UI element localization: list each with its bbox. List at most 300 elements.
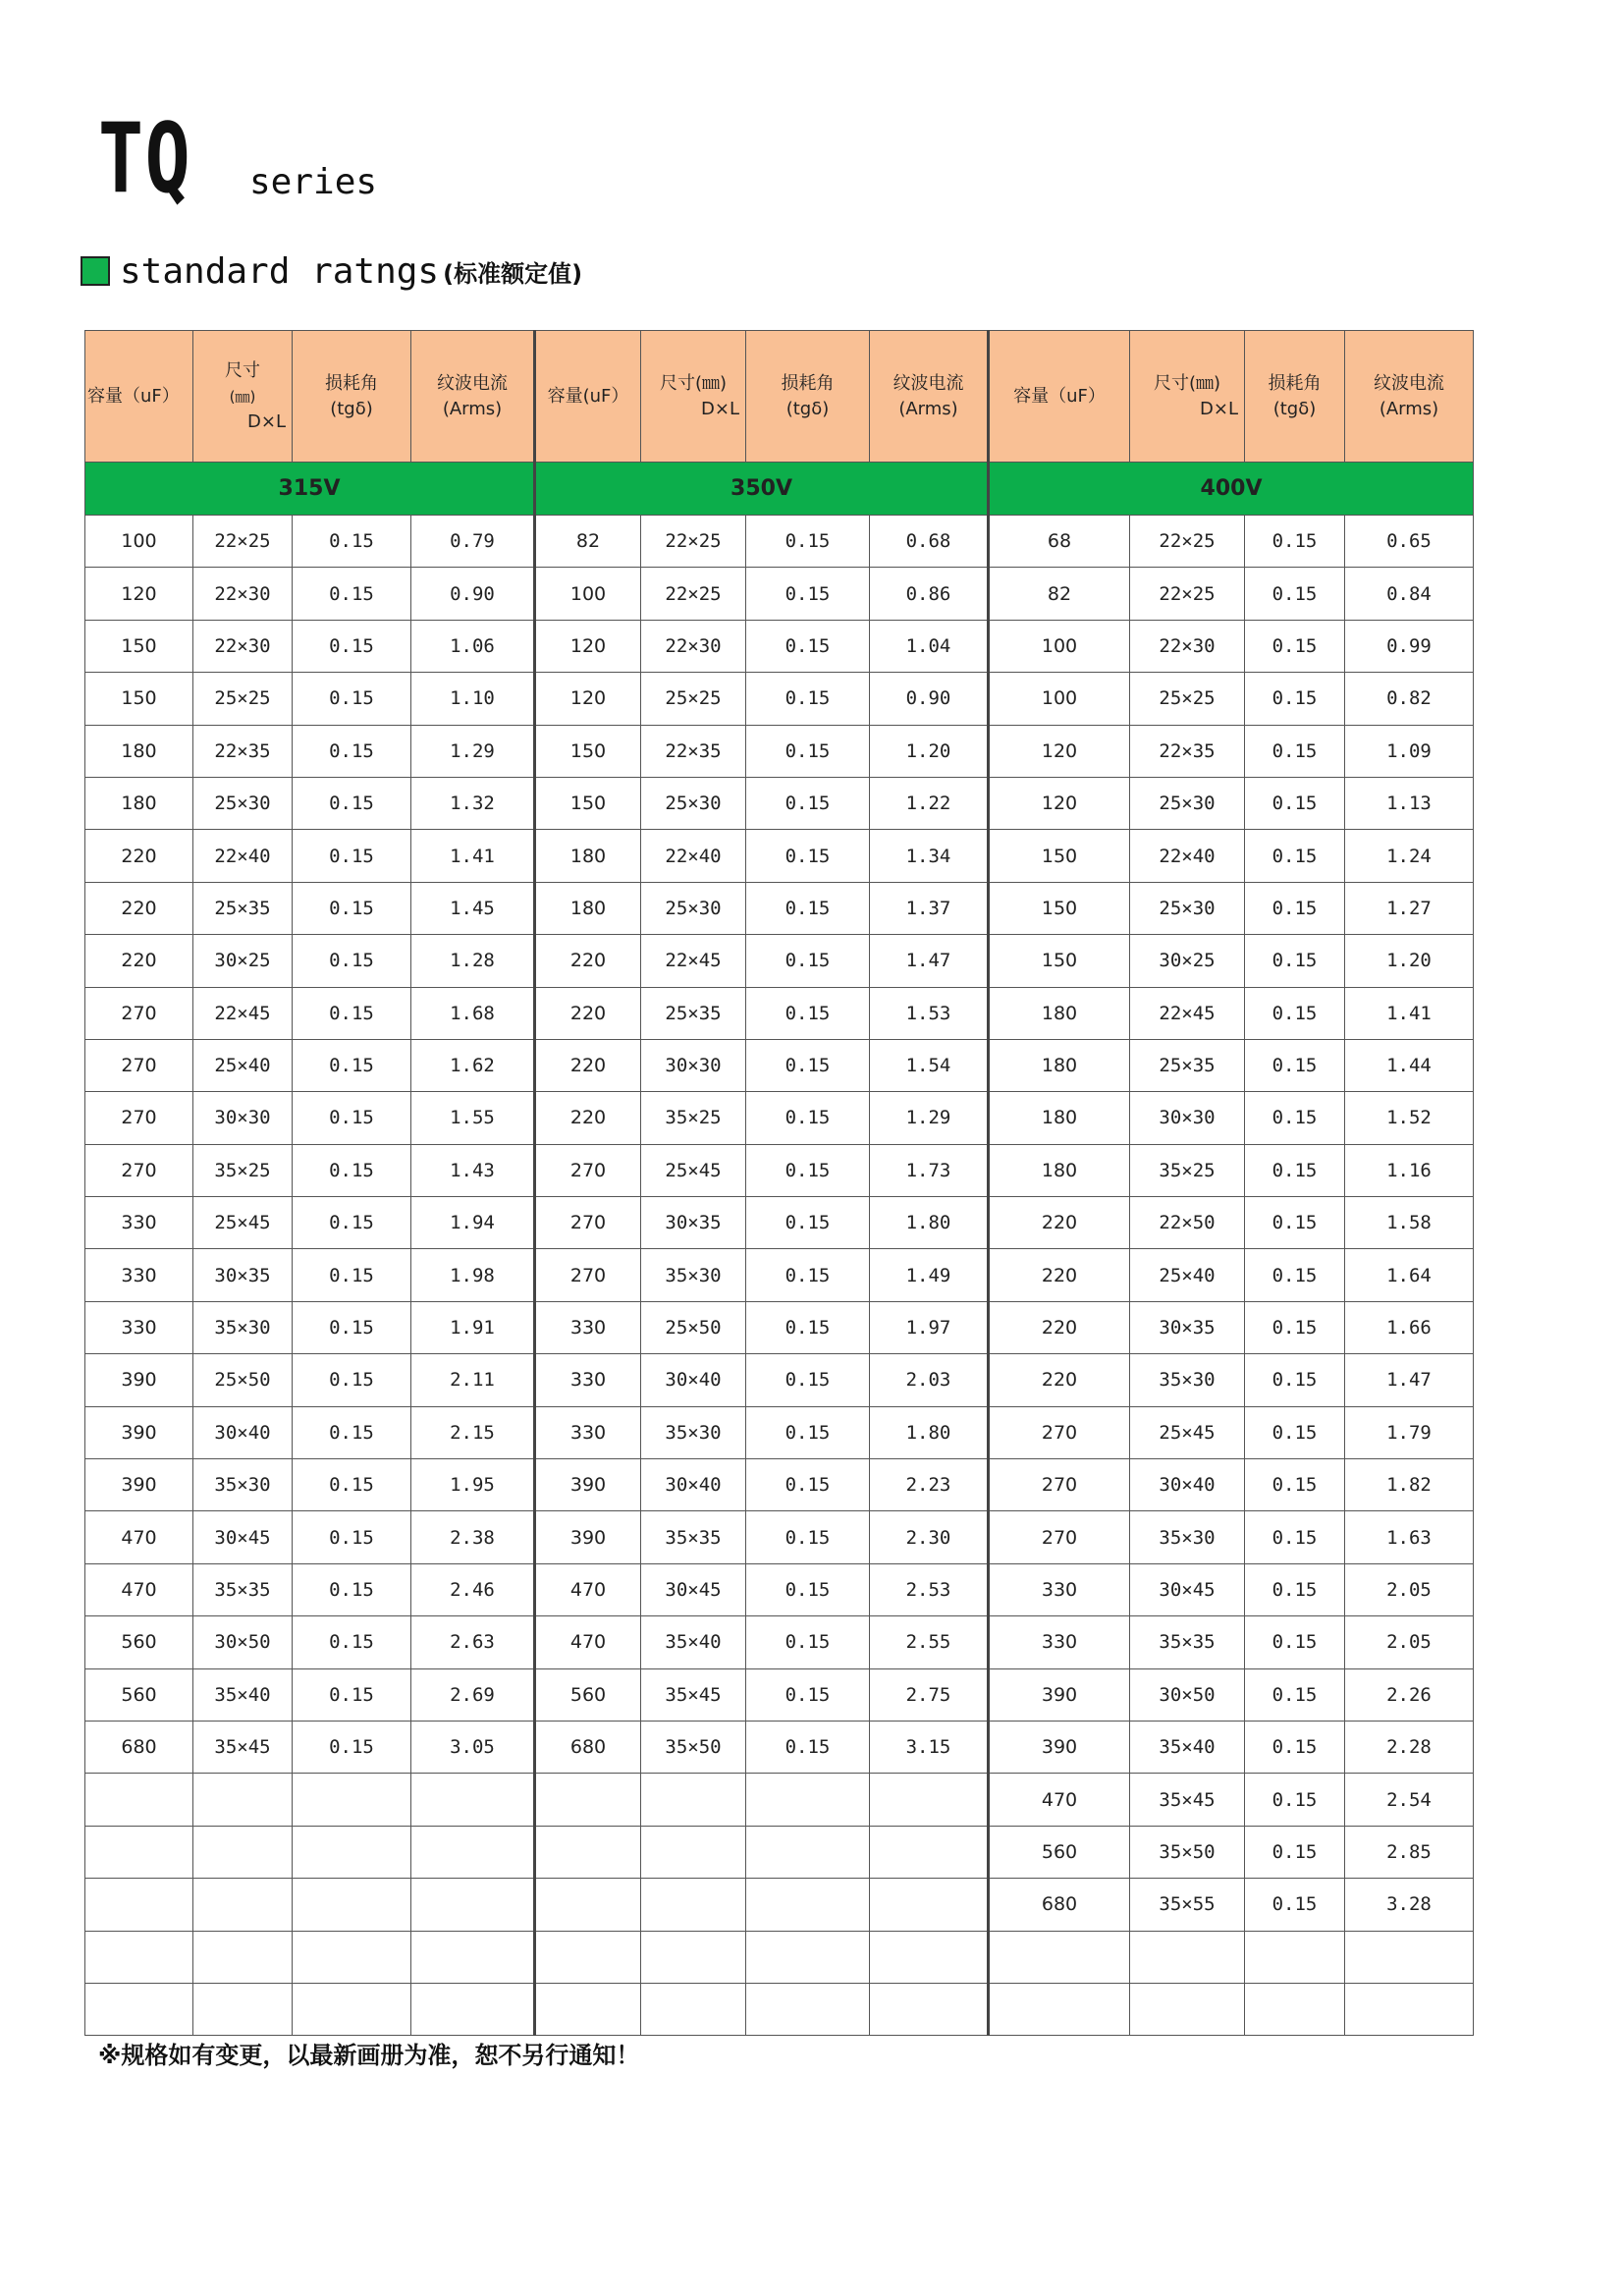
cell-loss-angle: 0.15 [293,987,411,1039]
cell-capacity: 150 [989,882,1130,934]
cell-size: 30×50 [193,1616,293,1668]
table-row [85,987,1474,1039]
cell-capacity: 100 [989,673,1130,725]
cell-loss-angle: 0.15 [1245,882,1345,934]
cell-size: 30×45 [193,1511,293,1563]
cell-loss-angle: 0.15 [293,620,411,672]
cell-ripple-current [411,1826,535,1878]
cell-capacity: 220 [535,935,641,987]
table-row [85,1459,1474,1511]
cell-size: 25×35 [193,882,293,934]
cell-loss-angle: 0.15 [1245,1826,1345,1878]
cell-ripple-current: 1.37 [870,882,989,934]
cell-size: 25×45 [1130,1406,1245,1458]
cell-ripple-current: 0.86 [870,568,989,620]
cell-loss-angle: 0.15 [1245,1774,1345,1826]
cell-loss-angle: 0.15 [746,1459,870,1511]
cell-ripple-current: 1.45 [411,882,535,934]
table-row [85,673,1474,725]
cell-size: 22×25 [641,516,746,568]
cell-loss-angle [746,1774,870,1826]
cell-loss-angle: 0.15 [1245,1354,1345,1406]
cell-ripple-current: 0.90 [870,673,989,725]
cell-loss-angle: 0.15 [293,1354,411,1406]
cell-size: 25×40 [1130,1249,1245,1301]
cell-capacity: 220 [989,1354,1130,1406]
cell-ripple-current: 3.15 [870,1721,989,1773]
cell-ripple-current: 0.84 [1345,568,1474,620]
cell-ripple-current: 1.13 [1345,777,1474,829]
cell-loss-angle: 0.15 [746,830,870,882]
voltage-315v: 315V [85,463,535,516]
cell-size: 30×40 [193,1406,293,1458]
cell-ripple-current: 1.64 [1345,1249,1474,1301]
cell-size: 25×25 [193,673,293,725]
cell-loss-angle: 0.15 [1245,777,1345,829]
cell-capacity: 390 [85,1406,193,1458]
cell-loss-angle: 0.15 [293,1406,411,1458]
cell-loss-angle: 0.15 [746,1511,870,1563]
cell-loss-angle: 0.15 [1245,1301,1345,1353]
cell-ripple-current: 1.20 [1345,935,1474,987]
cell-loss-angle: 0.15 [746,568,870,620]
cell-size: 22×30 [1130,620,1245,672]
cell-ripple-current [870,1931,989,1983]
cell-size: 30×50 [1130,1668,1245,1721]
cell-capacity: 100 [85,516,193,568]
cell-capacity: 270 [989,1406,1130,1458]
cell-loss-angle: 0.15 [746,1721,870,1773]
cell-loss-angle: 0.15 [1245,1668,1345,1721]
series-title: TQ [98,103,192,215]
cell-loss-angle [746,1983,870,2035]
cell-ripple-current: 1.54 [870,1039,989,1091]
cell-ripple-current: 1.62 [411,1039,535,1091]
table-row [85,1144,1474,1196]
cell-capacity: 390 [989,1668,1130,1721]
table-row [85,620,1474,672]
cell-size: 35×30 [193,1301,293,1353]
cell-capacity: 180 [989,1092,1130,1144]
cell-loss-angle: 0.15 [746,987,870,1039]
cell-ripple-current [411,1931,535,1983]
cell-capacity: 180 [989,987,1130,1039]
cell-loss-angle: 0.15 [746,1249,870,1301]
cell-ripple-current [870,1879,989,1931]
cell-capacity: 220 [535,1039,641,1091]
cell-size [641,1879,746,1931]
cell-capacity: 220 [989,1301,1130,1353]
cell-ripple-current: 2.03 [870,1354,989,1406]
cell-size: 35×30 [641,1406,746,1458]
cell-size: 35×45 [193,1721,293,1773]
cell-loss-angle [746,1879,870,1931]
cell-loss-angle: 0.15 [1245,516,1345,568]
cell-loss-angle: 0.15 [293,1301,411,1353]
cell-size: 30×35 [1130,1301,1245,1353]
cell-capacity: 680 [989,1879,1130,1931]
table-row [85,1616,1474,1668]
cell-size: 30×25 [1130,935,1245,987]
header-size: 尺寸 (㎜) D×L [193,331,293,463]
cell-loss-angle: 0.15 [746,935,870,987]
cell-size: 22×25 [1130,568,1245,620]
cell-size: 35×30 [1130,1354,1245,1406]
cell-ripple-current: 2.85 [1345,1826,1474,1878]
cell-capacity [535,1983,641,2035]
cell-size: 35×40 [641,1616,746,1668]
cell-capacity: 180 [85,725,193,777]
section-heading [81,251,582,291]
cell-loss-angle: 0.15 [293,882,411,934]
cell-ripple-current: 1.53 [870,987,989,1039]
cell-capacity: 470 [535,1563,641,1615]
cell-size: 35×25 [641,1092,746,1144]
cell-ripple-current: 1.82 [1345,1459,1474,1511]
cell-capacity: 180 [989,1144,1130,1196]
cell-capacity: 82 [989,568,1130,620]
cell-loss-angle: 0.15 [293,1511,411,1563]
cell-ripple-current: 1.10 [411,673,535,725]
cell-capacity: 180 [989,1039,1130,1091]
table-row [85,1249,1474,1301]
cell-ripple-current: 0.82 [1345,673,1474,725]
cell-loss-angle: 0.15 [293,1197,411,1249]
cell-ripple-current: 2.15 [411,1406,535,1458]
cell-ripple-current: 1.41 [411,830,535,882]
cell-capacity: 150 [85,673,193,725]
cell-loss-angle: 0.15 [293,1092,411,1144]
table-row [85,1983,1474,2035]
cell-size: 30×40 [641,1354,746,1406]
cell-capacity: 390 [535,1459,641,1511]
cell-ripple-current [870,1774,989,1826]
cell-ripple-current: 1.73 [870,1144,989,1196]
cell-size: 25×50 [641,1301,746,1353]
cell-ripple-current: 1.94 [411,1197,535,1249]
cell-loss-angle: 0.15 [746,516,870,568]
cell-size: 35×35 [193,1563,293,1615]
cell-capacity: 180 [535,882,641,934]
cell-loss-angle: 0.15 [746,1092,870,1144]
header-ripple-current: 纹波电流 (Arms) [1345,331,1474,463]
cell-loss-angle: 0.15 [746,620,870,672]
cell-capacity: 330 [85,1197,193,1249]
cell-size: 22×35 [1130,725,1245,777]
cell-loss-angle: 0.15 [746,673,870,725]
cell-capacity: 150 [989,935,1130,987]
table-body [85,516,1474,2036]
table-row [85,1721,1474,1773]
table-row [85,1197,1474,1249]
cell-ripple-current: 1.98 [411,1249,535,1301]
cell-capacity: 150 [535,777,641,829]
cell-capacity: 220 [85,830,193,882]
cell-loss-angle: 0.15 [1245,1459,1345,1511]
cell-size: 22×35 [641,725,746,777]
cell-ripple-current [411,1983,535,2035]
header-ripple-current: 纹波电流 (Arms) [411,331,535,463]
cell-capacity: 330 [989,1563,1130,1615]
cell-size: 30×25 [193,935,293,987]
cell-ripple-current: 0.68 [870,516,989,568]
cell-size: 25×35 [641,987,746,1039]
cell-size: 25×30 [1130,882,1245,934]
cell-capacity: 560 [85,1668,193,1721]
cell-size: 25×40 [193,1039,293,1091]
cell-loss-angle: 0.15 [1245,1721,1345,1773]
voltage-350v: 350V [535,463,989,516]
cell-capacity: 68 [989,516,1130,568]
footnote: ※规格如有变更，以最新画册为准，恕不另行通知！ [98,2042,640,2069]
cell-ripple-current: 2.05 [1345,1616,1474,1668]
cell-capacity: 330 [535,1354,641,1406]
table-row [85,1354,1474,1406]
cell-loss-angle: 0.15 [1245,673,1345,725]
table-row [85,1039,1474,1091]
cell-size: 25×30 [193,777,293,829]
cell-size: 22×30 [193,620,293,672]
cell-loss-angle: 0.15 [1245,1039,1345,1091]
cell-loss-angle: 0.15 [293,1039,411,1091]
cell-loss-angle: 0.15 [746,1563,870,1615]
cell-ripple-current: 1.34 [870,830,989,882]
cell-ripple-current: 0.90 [411,568,535,620]
cell-capacity: 560 [989,1826,1130,1878]
cell-loss-angle: 0.15 [746,1668,870,1721]
cell-size: 25×45 [193,1197,293,1249]
cell-size: 22×40 [1130,830,1245,882]
cell-ripple-current: 1.95 [411,1459,535,1511]
cell-loss-angle: 0.15 [1245,725,1345,777]
cell-capacity: 270 [989,1459,1130,1511]
cell-size: 22×45 [641,935,746,987]
cell-capacity [535,1931,641,1983]
cell-size: 22×30 [641,620,746,672]
table-row [85,1092,1474,1144]
cell-capacity [535,1826,641,1878]
cell-capacity: 220 [535,987,641,1039]
cell-size: 30×35 [641,1197,746,1249]
cell-size: 30×35 [193,1249,293,1301]
cell-size: 22×45 [193,987,293,1039]
cell-size: 30×30 [641,1039,746,1091]
section-heading-cn: (标准额定值) [443,259,583,288]
cell-ripple-current: 1.29 [870,1092,989,1144]
cell-ripple-current: 1.44 [1345,1039,1474,1091]
cell-capacity [85,1879,193,1931]
cell-ripple-current: 1.68 [411,987,535,1039]
cell-size: 35×30 [641,1249,746,1301]
cell-ripple-current: 2.46 [411,1563,535,1615]
cell-loss-angle: 0.15 [293,935,411,987]
cell-loss-angle: 0.15 [1245,1406,1345,1458]
voltage-400v: 400V [989,463,1474,516]
cell-loss-angle: 0.15 [293,1563,411,1615]
cell-size: 35×25 [193,1144,293,1196]
section-heading-text: standard ratngs [120,250,440,292]
header-ripple-current: 纹波电流 (Arms) [870,331,989,463]
cell-capacity: 390 [989,1721,1130,1773]
cell-ripple-current: 1.97 [870,1301,989,1353]
cell-ripple-current: 1.04 [870,620,989,672]
cell-size [193,1931,293,1983]
cell-size [641,1774,746,1826]
cell-loss-angle: 0.15 [1245,620,1345,672]
cell-loss-angle: 0.15 [1245,1144,1345,1196]
cell-ripple-current: 2.28 [1345,1721,1474,1773]
cell-loss-angle: 0.15 [746,777,870,829]
cell-ripple-current: 1.47 [1345,1354,1474,1406]
cell-size: 25×30 [641,882,746,934]
cell-ripple-current: 3.28 [1345,1879,1474,1931]
header-size: 尺寸(㎜) D×L [1130,331,1245,463]
cell-capacity: 180 [535,830,641,882]
cell-loss-angle: 0.15 [746,882,870,934]
cell-loss-angle: 0.15 [293,1616,411,1668]
cell-capacity: 390 [535,1511,641,1563]
cell-capacity: 270 [535,1144,641,1196]
cell-size: 35×55 [1130,1879,1245,1931]
cell-ripple-current: 1.49 [870,1249,989,1301]
cell-size [193,1826,293,1878]
cell-capacity [85,1931,193,1983]
cell-ripple-current [411,1879,535,1931]
cell-ripple-current: 0.65 [1345,516,1474,568]
cell-loss-angle: 0.15 [293,568,411,620]
cell-loss-angle: 0.15 [746,1406,870,1458]
table-row [85,882,1474,934]
cell-loss-angle: 0.15 [1245,568,1345,620]
cell-size: 35×45 [1130,1774,1245,1826]
cell-ripple-current: 0.79 [411,516,535,568]
cell-capacity [85,1983,193,2035]
cell-ripple-current: 1.47 [870,935,989,987]
table-row [85,516,1474,568]
header-loss-angle: 损耗角 (tgδ) [1245,331,1345,463]
table-row [85,568,1474,620]
header-loss-angle: 损耗角 (tgδ) [293,331,411,463]
cell-ripple-current: 1.32 [411,777,535,829]
ratings-table [84,330,1474,2036]
cell-capacity: 270 [989,1511,1130,1563]
table-row [85,777,1474,829]
cell-loss-angle: 0.15 [746,1301,870,1353]
cell-size: 35×30 [193,1459,293,1511]
cell-size [1130,1931,1245,1983]
cell-size: 22×50 [1130,1197,1245,1249]
cell-loss-angle: 0.15 [746,1039,870,1091]
cell-ripple-current: 1.52 [1345,1092,1474,1144]
cell-loss-angle [293,1826,411,1878]
cell-ripple-current: 1.09 [1345,725,1474,777]
cell-size: 25×25 [641,673,746,725]
cell-size: 22×40 [641,830,746,882]
table-row [85,830,1474,882]
cell-ripple-current: 2.69 [411,1668,535,1721]
cell-capacity: 82 [535,516,641,568]
header-capacity: 容量（uF） [85,331,193,463]
cell-size [641,1826,746,1878]
cell-capacity: 120 [989,777,1130,829]
cell-capacity: 120 [989,725,1130,777]
cell-capacity [85,1826,193,1878]
cell-loss-angle: 0.15 [293,1144,411,1196]
cell-size: 25×45 [641,1144,746,1196]
cell-capacity: 470 [85,1563,193,1615]
cell-ripple-current: 2.75 [870,1668,989,1721]
cell-size: 22×25 [193,516,293,568]
table-row [85,1511,1474,1563]
cell-capacity: 150 [535,725,641,777]
table-header-row [85,331,1474,463]
cell-size: 35×35 [641,1511,746,1563]
cell-capacity: 390 [85,1354,193,1406]
cell-size: 25×35 [1130,1039,1245,1091]
cell-size: 22×40 [193,830,293,882]
cell-size: 35×25 [1130,1144,1245,1196]
cell-capacity: 560 [85,1616,193,1668]
table-row [85,1563,1474,1615]
cell-capacity: 270 [535,1249,641,1301]
cell-size [641,1931,746,1983]
cell-size: 22×35 [193,725,293,777]
cell-capacity [989,1983,1130,2035]
cell-size: 22×25 [641,568,746,620]
cell-ripple-current [1345,1931,1474,1983]
cell-ripple-current: 1.80 [870,1197,989,1249]
cell-loss-angle [293,1931,411,1983]
cell-loss-angle: 0.15 [1245,1563,1345,1615]
cell-loss-angle: 0.15 [1245,987,1345,1039]
cell-capacity: 270 [85,987,193,1039]
cell-loss-angle: 0.15 [1245,1197,1345,1249]
header-loss-angle: 损耗角 (tgδ) [746,331,870,463]
cell-ripple-current: 1.66 [1345,1301,1474,1353]
cell-loss-angle: 0.15 [293,516,411,568]
cell-ripple-current: 2.38 [411,1511,535,1563]
cell-size [193,1774,293,1826]
cell-capacity: 470 [85,1511,193,1563]
cell-size: 25×25 [1130,673,1245,725]
cell-ripple-current: 1.29 [411,725,535,777]
cell-size [193,1879,293,1931]
cell-ripple-current: 2.55 [870,1616,989,1668]
cell-size: 30×45 [641,1563,746,1615]
green-square-icon [81,256,110,286]
cell-loss-angle: 0.15 [1245,935,1345,987]
cell-capacity: 220 [535,1092,641,1144]
table-row [85,1301,1474,1353]
cell-ripple-current: 1.41 [1345,987,1474,1039]
cell-size [1130,1983,1245,2035]
cell-ripple-current: 1.55 [411,1092,535,1144]
cell-ripple-current [870,1983,989,2035]
cell-loss-angle: 0.15 [293,830,411,882]
table-row [85,1879,1474,1931]
cell-capacity: 680 [85,1721,193,1773]
table-row [85,1668,1474,1721]
cell-size: 35×40 [193,1668,293,1721]
cell-ripple-current: 0.99 [1345,620,1474,672]
cell-capacity: 180 [85,777,193,829]
header-capacity: 容量（uF） [989,331,1130,463]
voltage-row [85,463,1474,516]
cell-loss-angle: 0.15 [293,725,411,777]
cell-capacity: 330 [85,1301,193,1353]
cell-size: 30×30 [193,1092,293,1144]
cell-capacity: 120 [535,673,641,725]
